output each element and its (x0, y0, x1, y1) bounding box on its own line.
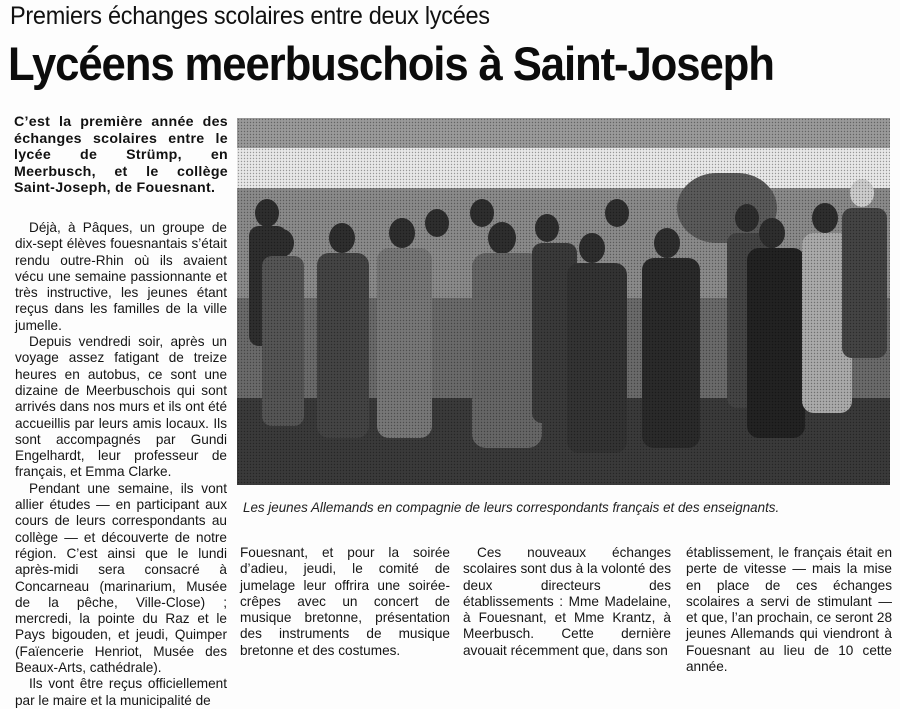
paragraph: Ils vont être reçus officiellement par le maire et la municipalité de (15, 676, 227, 708)
paragraph: Ces nouveaux échanges scolaires sont dus à la volonté des deux directeurs des établissements : Mme Madelaine, à Fouesnant, et Mme Krantz, à Meerbusch. Cette dernière avouait récemment que, dans son (463, 545, 671, 658)
photo-image (237, 118, 890, 485)
article-column-4 (686, 545, 892, 675)
photo-caption: Les jeunes Allemands en compagnie de leurs correspondants français et des enseignants. (243, 500, 780, 515)
paragraph: établissement, le français était en perte de vitesse — mais la mise en place de ces échanges scolaires a servi de stimulant — et que, l’an prochain, ce seront 28 jeunes Allemands qui viendront à Fouesnant au lieu de 10 cette année. (686, 545, 892, 675)
paragraph: Déjà, à Pâques, un groupe de dix-sept élèves fouesnantais s’était rendu outre-Rhin où ils avaient vécu une semaine passionnante et très instructive, les jeunes étant reçus dans les familles de la ville jumelle. (15, 220, 227, 333)
article-headline: Lycéens meerbuschois à Saint-Joseph (8, 37, 774, 90)
article-lead: C’est la première année des échanges scolaires entre le lycée de Strümp, en Meerbusch, et le collège Saint-Joseph, de Fouesnant. (14, 114, 228, 197)
group-photo (237, 118, 890, 485)
article-column-2 (240, 545, 450, 659)
paragraph: Depuis vendredi soir, après un voyage assez fatigant de treize heures en autobus, ce sont une dizaine de Meerbuschois qui sont arrivés dans nos murs et ils ont été accueillis par leurs amis locaux. Ils sont accompagnés par Gundi Engelhardt, leur professeur de français, et Emma Clarke. (15, 334, 227, 480)
paragraph: Pendant une semaine, ils vont allier études — en participant aux cours de leurs correspondants au collège — et découverte de notre région. C’est ainsi que le lundi après-midi sera consacré à Concarneau (marinarium, Musée de la pêche, Ville-Close) ; mercredi, la pointe du Raz et le Pays bigouden, et jeudi, Quimper (Faïencerie Henriot, Musée des Beaux-Arts, cathédrale). (15, 480, 227, 676)
article-column-3 (463, 545, 671, 659)
paragraph: Fouesnant, et pour la soirée d’adieu, jeudi, le comité de jumelage leur offrira une soirée-crêpes avec un concert de musique bretonne, présentation des instruments de musique bretonne et des costumes. (240, 545, 450, 658)
article-column-1 (15, 220, 227, 709)
article-kicker: Premiers échanges scolaires entre deux lycées (10, 2, 490, 30)
